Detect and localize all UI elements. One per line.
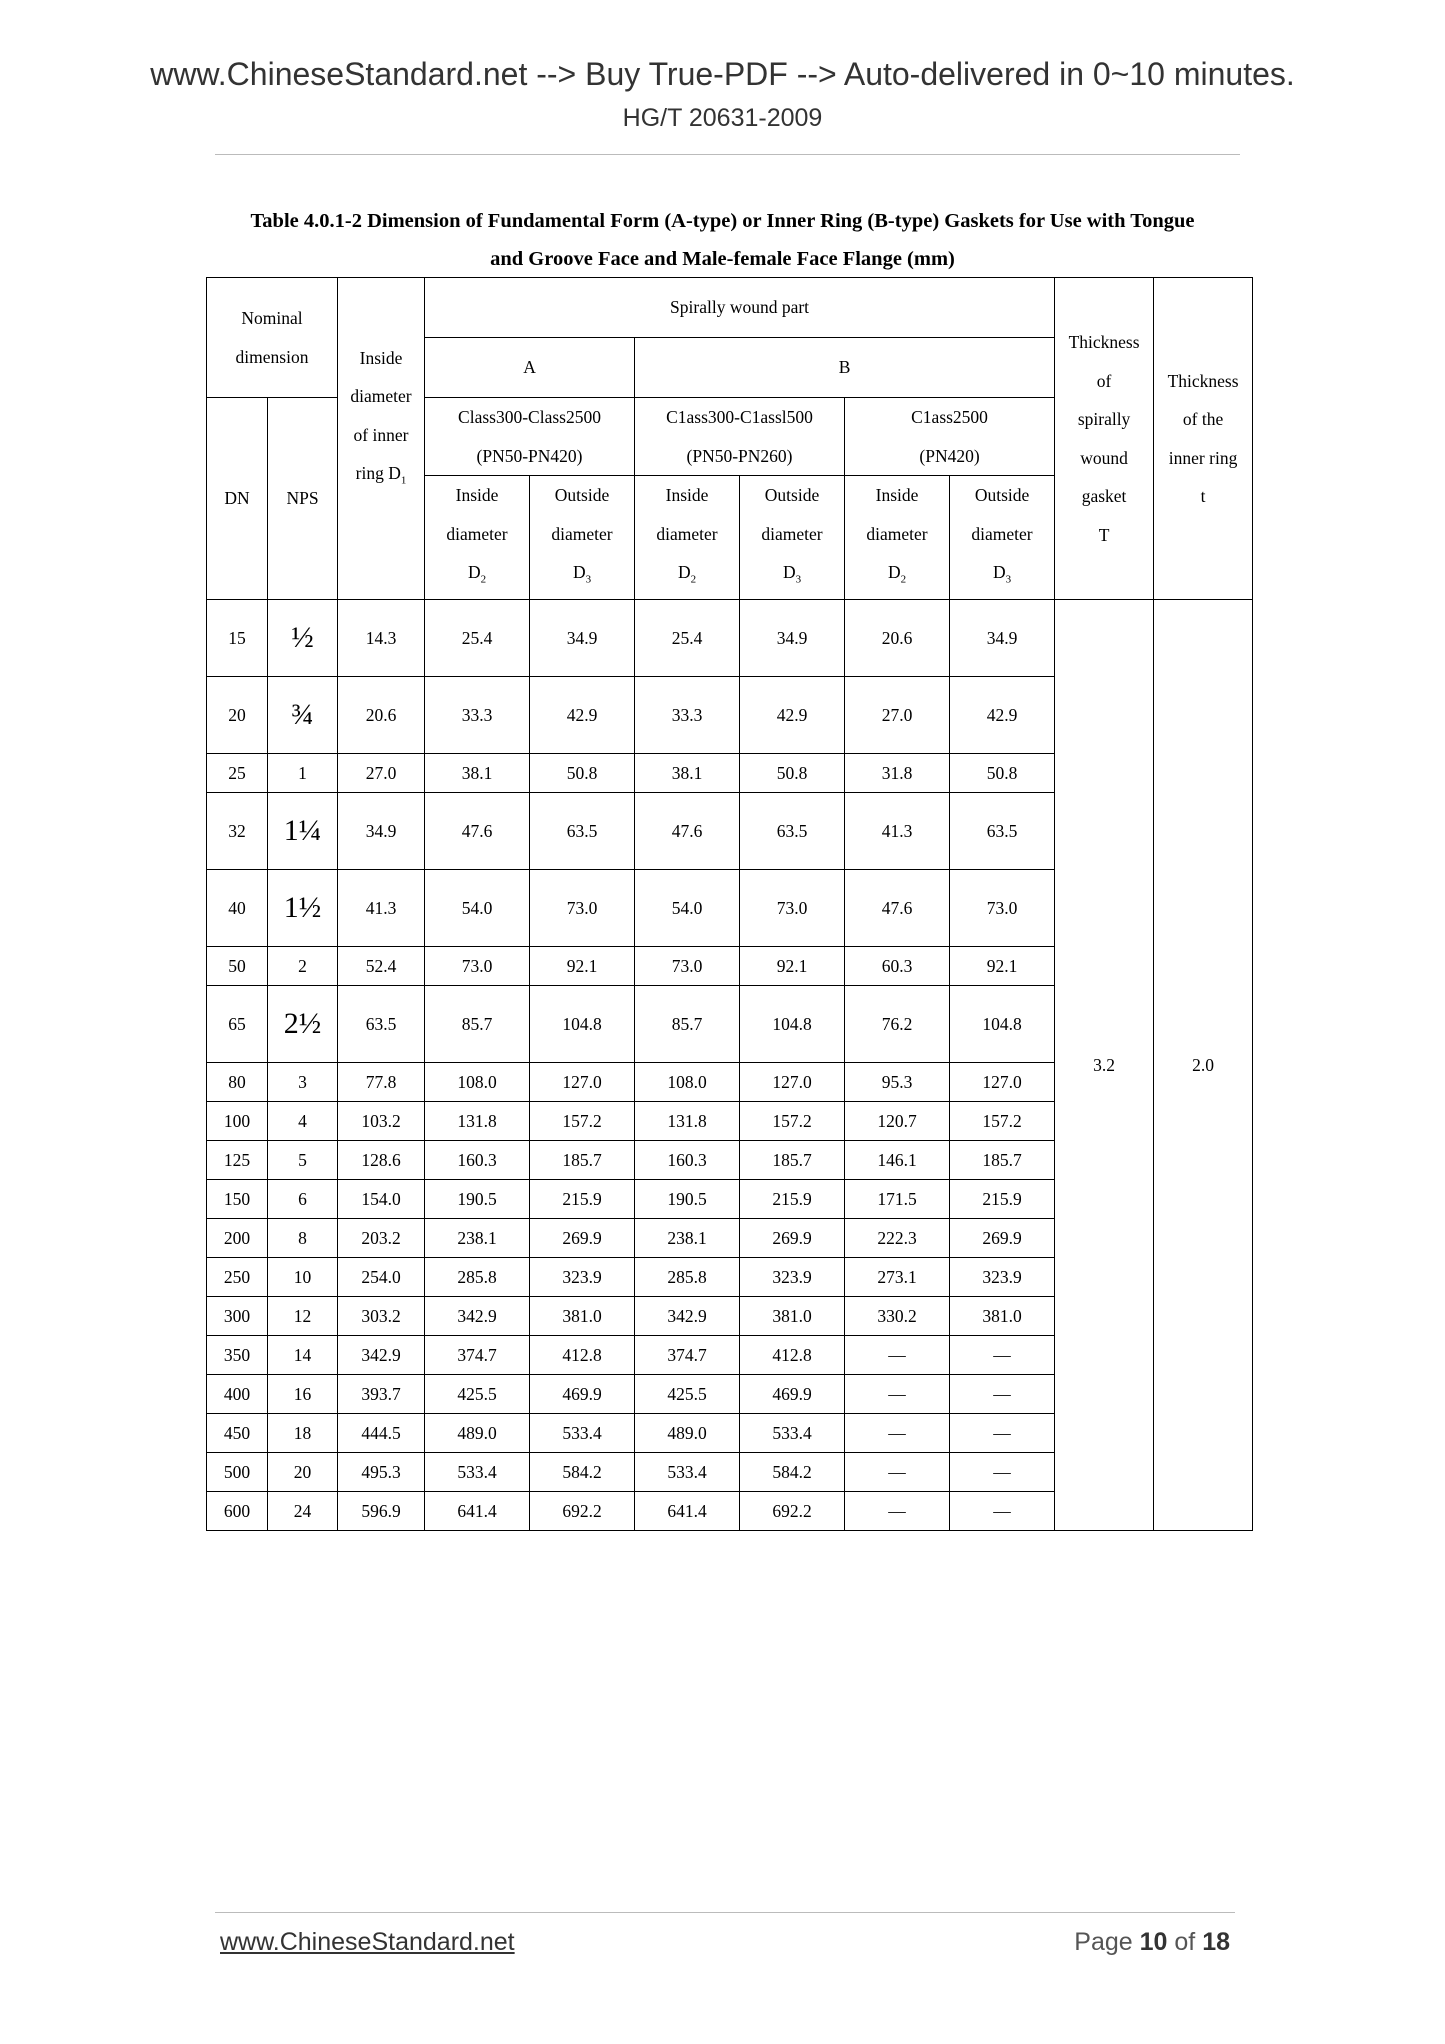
cell-nps: 6 — [268, 1180, 338, 1219]
cell-a-d3: 127.0 — [530, 1063, 635, 1102]
cell-b2-d2: — — [845, 1336, 950, 1375]
cell-a-d3: 269.9 — [530, 1219, 635, 1258]
cell-b1-d2: 342.9 — [635, 1297, 740, 1336]
cell-b1-d3: 381.0 — [740, 1297, 845, 1336]
cell-b1-d3: 34.9 — [740, 600, 845, 677]
cell-b2-d2: 60.3 — [845, 947, 950, 986]
cell-d1: 63.5 — [338, 986, 425, 1063]
cell-b2-d2: 31.8 — [845, 754, 950, 793]
caption-line-1: Table 4.0.1-2 Dimension of Fundamental Form (A-type) or Inner Ring (B-type) Gaskets for Use with Tongue — [250, 210, 1195, 232]
header-group-a: A — [425, 338, 635, 398]
cell-b1-d3: 185.7 — [740, 1141, 845, 1180]
cell-nps: 12 — [268, 1297, 338, 1336]
cell-b2-d2: 20.6 — [845, 600, 950, 677]
cell-a-d2: 108.0 — [425, 1063, 530, 1102]
header-a-inside-d2: Inside diameter $D_2$ — [425, 476, 530, 600]
cell-b1-d2: 54.0 — [635, 870, 740, 947]
cell-dn: 15 — [207, 600, 268, 677]
cell-a-d2: 160.3 — [425, 1141, 530, 1180]
cell-a-d3: 533.4 — [530, 1414, 635, 1453]
cell-b2-d2: 146.1 — [845, 1141, 950, 1180]
cell-d1: 596.9 — [338, 1492, 425, 1531]
cell-dn: 500 — [207, 1453, 268, 1492]
cell-b1-d3: 104.8 — [740, 986, 845, 1063]
cell-a-d2: 425.5 — [425, 1375, 530, 1414]
cell-nps: 4 — [268, 1102, 338, 1141]
cell-b1-d2: 160.3 — [635, 1141, 740, 1180]
cell-a-d3: 215.9 — [530, 1180, 635, 1219]
table-body — [207, 600, 1253, 1531]
cell-a-d2: 85.7 — [425, 986, 530, 1063]
cell-b2-d3: 50.8 — [950, 754, 1055, 793]
cell-a-d2: 190.5 — [425, 1180, 530, 1219]
cell-a-d3: 469.9 — [530, 1375, 635, 1414]
cell-b2-d2: — — [845, 1492, 950, 1531]
cell-b2-d2: 41.3 — [845, 793, 950, 870]
cell-b1-d2: 425.5 — [635, 1375, 740, 1414]
cell-d1: 41.3 — [338, 870, 425, 947]
cell-dn: 125 — [207, 1141, 268, 1180]
cell-b1-d2: 131.8 — [635, 1102, 740, 1141]
cell-dn: 32 — [207, 793, 268, 870]
footer-site-link[interactable]: www.ChineseStandard.net — [220, 1928, 515, 1956]
table-caption — [200, 202, 1245, 278]
header-thickness-gasket: Thickness of spirally wound gasket T — [1055, 278, 1154, 600]
cell-a-d3: 73.0 — [530, 870, 635, 947]
cell-a-d2: 33.3 — [425, 677, 530, 754]
cell-b1-d3: 323.9 — [740, 1258, 845, 1297]
cell-dn: 50 — [207, 947, 268, 986]
cell-b2-d3: 127.0 — [950, 1063, 1055, 1102]
cell-d1: 27.0 — [338, 754, 425, 793]
caption-line-2: and Groove Face and Male-female Face Flange (mm) — [490, 248, 955, 270]
cell-b2-d3: — — [950, 1414, 1055, 1453]
cell-b1-d2: 108.0 — [635, 1063, 740, 1102]
header-class-a: Class300-Class2500 (PN50-PN420) — [425, 398, 635, 476]
header-divider — [215, 154, 1240, 155]
cell-b2-d2: 47.6 — [845, 870, 950, 947]
cell-a-d2: 342.9 — [425, 1297, 530, 1336]
standard-code: HG/T 20631-2009 — [622, 104, 823, 132]
cell-b2-d2: 27.0 — [845, 677, 950, 754]
cell-b2-d3: 157.2 — [950, 1102, 1055, 1141]
header-nominal-dimension: Nominal dimension — [207, 278, 338, 398]
cell-b2-d3: 104.8 — [950, 986, 1055, 1063]
cell-a-d2: 54.0 — [425, 870, 530, 947]
cell-dn: 600 — [207, 1492, 268, 1531]
cell-dn: 40 — [207, 870, 268, 947]
cell-d1: 444.5 — [338, 1414, 425, 1453]
cell-b1-d3: 73.0 — [740, 870, 845, 947]
cell-nps: 3 — [268, 1063, 338, 1102]
cell-b2-d3: 42.9 — [950, 677, 1055, 754]
cell-a-d3: 157.2 — [530, 1102, 635, 1141]
cell-a-d3: 584.2 — [530, 1453, 635, 1492]
cell-a-d2: 641.4 — [425, 1492, 530, 1531]
cell-a-d3: 381.0 — [530, 1297, 635, 1336]
cell-d1: 77.8 — [338, 1063, 425, 1102]
cell-b1-d3: 692.2 — [740, 1492, 845, 1531]
cell-dn: 300 — [207, 1297, 268, 1336]
cell-dn: 65 — [207, 986, 268, 1063]
header-group-b: B — [635, 338, 1055, 398]
cell-d1: 495.3 — [338, 1453, 425, 1492]
cell-b1-d2: 641.4 — [635, 1492, 740, 1531]
header-b2-outside-d3: Outside diameter $D_3$ — [950, 476, 1055, 600]
cell-nps: 10 — [268, 1258, 338, 1297]
cell-a-d3: 50.8 — [530, 754, 635, 793]
cell-nps: ¾ — [268, 677, 338, 754]
cell-d1: 203.2 — [338, 1219, 425, 1258]
cell-nps: 18 — [268, 1414, 338, 1453]
cell-b1-d2: 190.5 — [635, 1180, 740, 1219]
cell-b1-d3: 533.4 — [740, 1414, 845, 1453]
cell-a-d3: 63.5 — [530, 793, 635, 870]
cell-b1-d3: 127.0 — [740, 1063, 845, 1102]
cell-dn: 25 — [207, 754, 268, 793]
cell-b1-d2: 38.1 — [635, 754, 740, 793]
cell-thickness-inner-ring-value: 2.0 — [1154, 600, 1253, 1531]
cell-nps: 8 — [268, 1219, 338, 1258]
cell-nps: 16 — [268, 1375, 338, 1414]
cell-a-d2: 73.0 — [425, 947, 530, 986]
cell-b2-d3: 269.9 — [950, 1219, 1055, 1258]
cell-b2-d2: 120.7 — [845, 1102, 950, 1141]
cell-a-d3: 42.9 — [530, 677, 635, 754]
header-b2-inside-d2: Inside diameter $D_2$ — [845, 476, 950, 600]
cell-a-d2: 238.1 — [425, 1219, 530, 1258]
page-indicator: Page 10 of 18 — [1074, 1928, 1230, 1956]
header-class-b1: C1ass300-C1assl500 (PN50-PN260) — [635, 398, 845, 476]
cell-nps: 5 — [268, 1141, 338, 1180]
cell-b1-d2: 25.4 — [635, 600, 740, 677]
cell-dn: 150 — [207, 1180, 268, 1219]
cell-dn: 100 — [207, 1102, 268, 1141]
cell-b1-d3: 215.9 — [740, 1180, 845, 1219]
cell-nps: 14 — [268, 1336, 338, 1375]
cell-d1: 303.2 — [338, 1297, 425, 1336]
header-class-b2: C1ass2500 (PN420) — [845, 398, 1055, 476]
cell-b1-d3: 469.9 — [740, 1375, 845, 1414]
header-b1-outside-d3: Outside diameter $D_3$ — [740, 476, 845, 600]
cell-d1: 20.6 — [338, 677, 425, 754]
cell-b2-d3: 185.7 — [950, 1141, 1055, 1180]
gasket-dimension-table — [206, 277, 1253, 1531]
cell-d1: 154.0 — [338, 1180, 425, 1219]
cell-b1-d2: 374.7 — [635, 1336, 740, 1375]
cell-a-d2: 25.4 — [425, 600, 530, 677]
cell-d1: 342.9 — [338, 1336, 425, 1375]
cell-b1-d2: 85.7 — [635, 986, 740, 1063]
cell-dn: 20 — [207, 677, 268, 754]
cell-a-d2: 374.7 — [425, 1336, 530, 1375]
header-spirally-wound-part: Spirally wound part — [425, 278, 1055, 338]
cell-b2-d3: 63.5 — [950, 793, 1055, 870]
cell-b2-d2: 273.1 — [845, 1258, 950, 1297]
cell-b2-d3: 73.0 — [950, 870, 1055, 947]
cell-b2-d3: 92.1 — [950, 947, 1055, 986]
cell-b1-d3: 63.5 — [740, 793, 845, 870]
cell-dn: 200 — [207, 1219, 268, 1258]
header-a-outside-d3: Outside diameter $D_3$ — [530, 476, 635, 600]
cell-d1: 34.9 — [338, 793, 425, 870]
cell-nps: 2 — [268, 947, 338, 986]
cell-b2-d2: 76.2 — [845, 986, 950, 1063]
cell-a-d2: 533.4 — [425, 1453, 530, 1492]
cell-b1-d2: 285.8 — [635, 1258, 740, 1297]
footer-divider — [215, 1912, 1235, 1913]
cell-a-d2: 47.6 — [425, 793, 530, 870]
cell-d1: 254.0 — [338, 1258, 425, 1297]
cell-b1-d3: 584.2 — [740, 1453, 845, 1492]
cell-b1-d3: 42.9 — [740, 677, 845, 754]
cell-dn: 450 — [207, 1414, 268, 1453]
cell-a-d2: 38.1 — [425, 754, 530, 793]
header-nps: NPS — [268, 398, 338, 600]
cell-a-d3: 412.8 — [530, 1336, 635, 1375]
cell-b2-d3: 323.9 — [950, 1258, 1055, 1297]
header-b1-inside-d2: Inside diameter $D_2$ — [635, 476, 740, 600]
cell-a-d3: 692.2 — [530, 1492, 635, 1531]
cell-nps: 1 — [268, 754, 338, 793]
cell-a-d3: 323.9 — [530, 1258, 635, 1297]
cell-dn: 250 — [207, 1258, 268, 1297]
cell-b2-d3: — — [950, 1375, 1055, 1414]
cell-b2-d3: — — [950, 1453, 1055, 1492]
cell-nps: 20 — [268, 1453, 338, 1492]
cell-b1-d2: 73.0 — [635, 947, 740, 986]
cell-b2-d2: — — [845, 1414, 950, 1453]
cell-nps: 1½ — [268, 870, 338, 947]
cell-thickness-gasket-value: 3.2 — [1055, 600, 1154, 1531]
cell-b2-d2: 171.5 — [845, 1180, 950, 1219]
header-inner-ring-diameter: Inside diameter of inner ring $D_1$ — [338, 278, 425, 600]
cell-b1-d2: 238.1 — [635, 1219, 740, 1258]
cell-a-d2: 489.0 — [425, 1414, 530, 1453]
cell-b1-d2: 33.3 — [635, 677, 740, 754]
cell-a-d3: 92.1 — [530, 947, 635, 986]
cell-b1-d3: 269.9 — [740, 1219, 845, 1258]
cell-a-d3: 34.9 — [530, 600, 635, 677]
cell-b1-d3: 50.8 — [740, 754, 845, 793]
cell-a-d2: 285.8 — [425, 1258, 530, 1297]
cell-dn: 400 — [207, 1375, 268, 1414]
cell-nps: 24 — [268, 1492, 338, 1531]
cell-d1: 393.7 — [338, 1375, 425, 1414]
cell-b2-d2: — — [845, 1453, 950, 1492]
cell-b1-d2: 47.6 — [635, 793, 740, 870]
cell-dn: 80 — [207, 1063, 268, 1102]
cell-d1: 52.4 — [338, 947, 425, 986]
cell-d1: 103.2 — [338, 1102, 425, 1141]
header-thickness-inner-ring: Thickness of the inner ring t — [1154, 278, 1253, 600]
cell-b1-d3: 92.1 — [740, 947, 845, 986]
cell-b2-d3: 381.0 — [950, 1297, 1055, 1336]
cell-nps: ½ — [268, 600, 338, 677]
cell-b1-d2: 489.0 — [635, 1414, 740, 1453]
cell-b2-d3: 215.9 — [950, 1180, 1055, 1219]
cell-b1-d2: 533.4 — [635, 1453, 740, 1492]
cell-b2-d2: 330.2 — [845, 1297, 950, 1336]
cell-b2-d3: — — [950, 1492, 1055, 1531]
cell-a-d3: 185.7 — [530, 1141, 635, 1180]
cell-b2-d2: 95.3 — [845, 1063, 950, 1102]
cell-nps: 1¼ — [268, 793, 338, 870]
cell-b2-d3: 34.9 — [950, 600, 1055, 677]
table-row — [207, 600, 1253, 677]
cell-b2-d3: — — [950, 1336, 1055, 1375]
cell-dn: 350 — [207, 1336, 268, 1375]
cell-b2-d2: 222.3 — [845, 1219, 950, 1258]
cell-d1: 14.3 — [338, 600, 425, 677]
cell-b2-d2: — — [845, 1375, 950, 1414]
header-dn: DN — [207, 398, 268, 600]
cell-a-d3: 104.8 — [530, 986, 635, 1063]
cell-d1: 128.6 — [338, 1141, 425, 1180]
header-banner: www.ChineseStandard.net --> Buy True-PDF --> Auto-delivered in 0~10 minutes. — [150, 56, 1295, 92]
cell-b1-d3: 157.2 — [740, 1102, 845, 1141]
cell-a-d2: 131.8 — [425, 1102, 530, 1141]
cell-b1-d3: 412.8 — [740, 1336, 845, 1375]
cell-nps: 2½ — [268, 986, 338, 1063]
